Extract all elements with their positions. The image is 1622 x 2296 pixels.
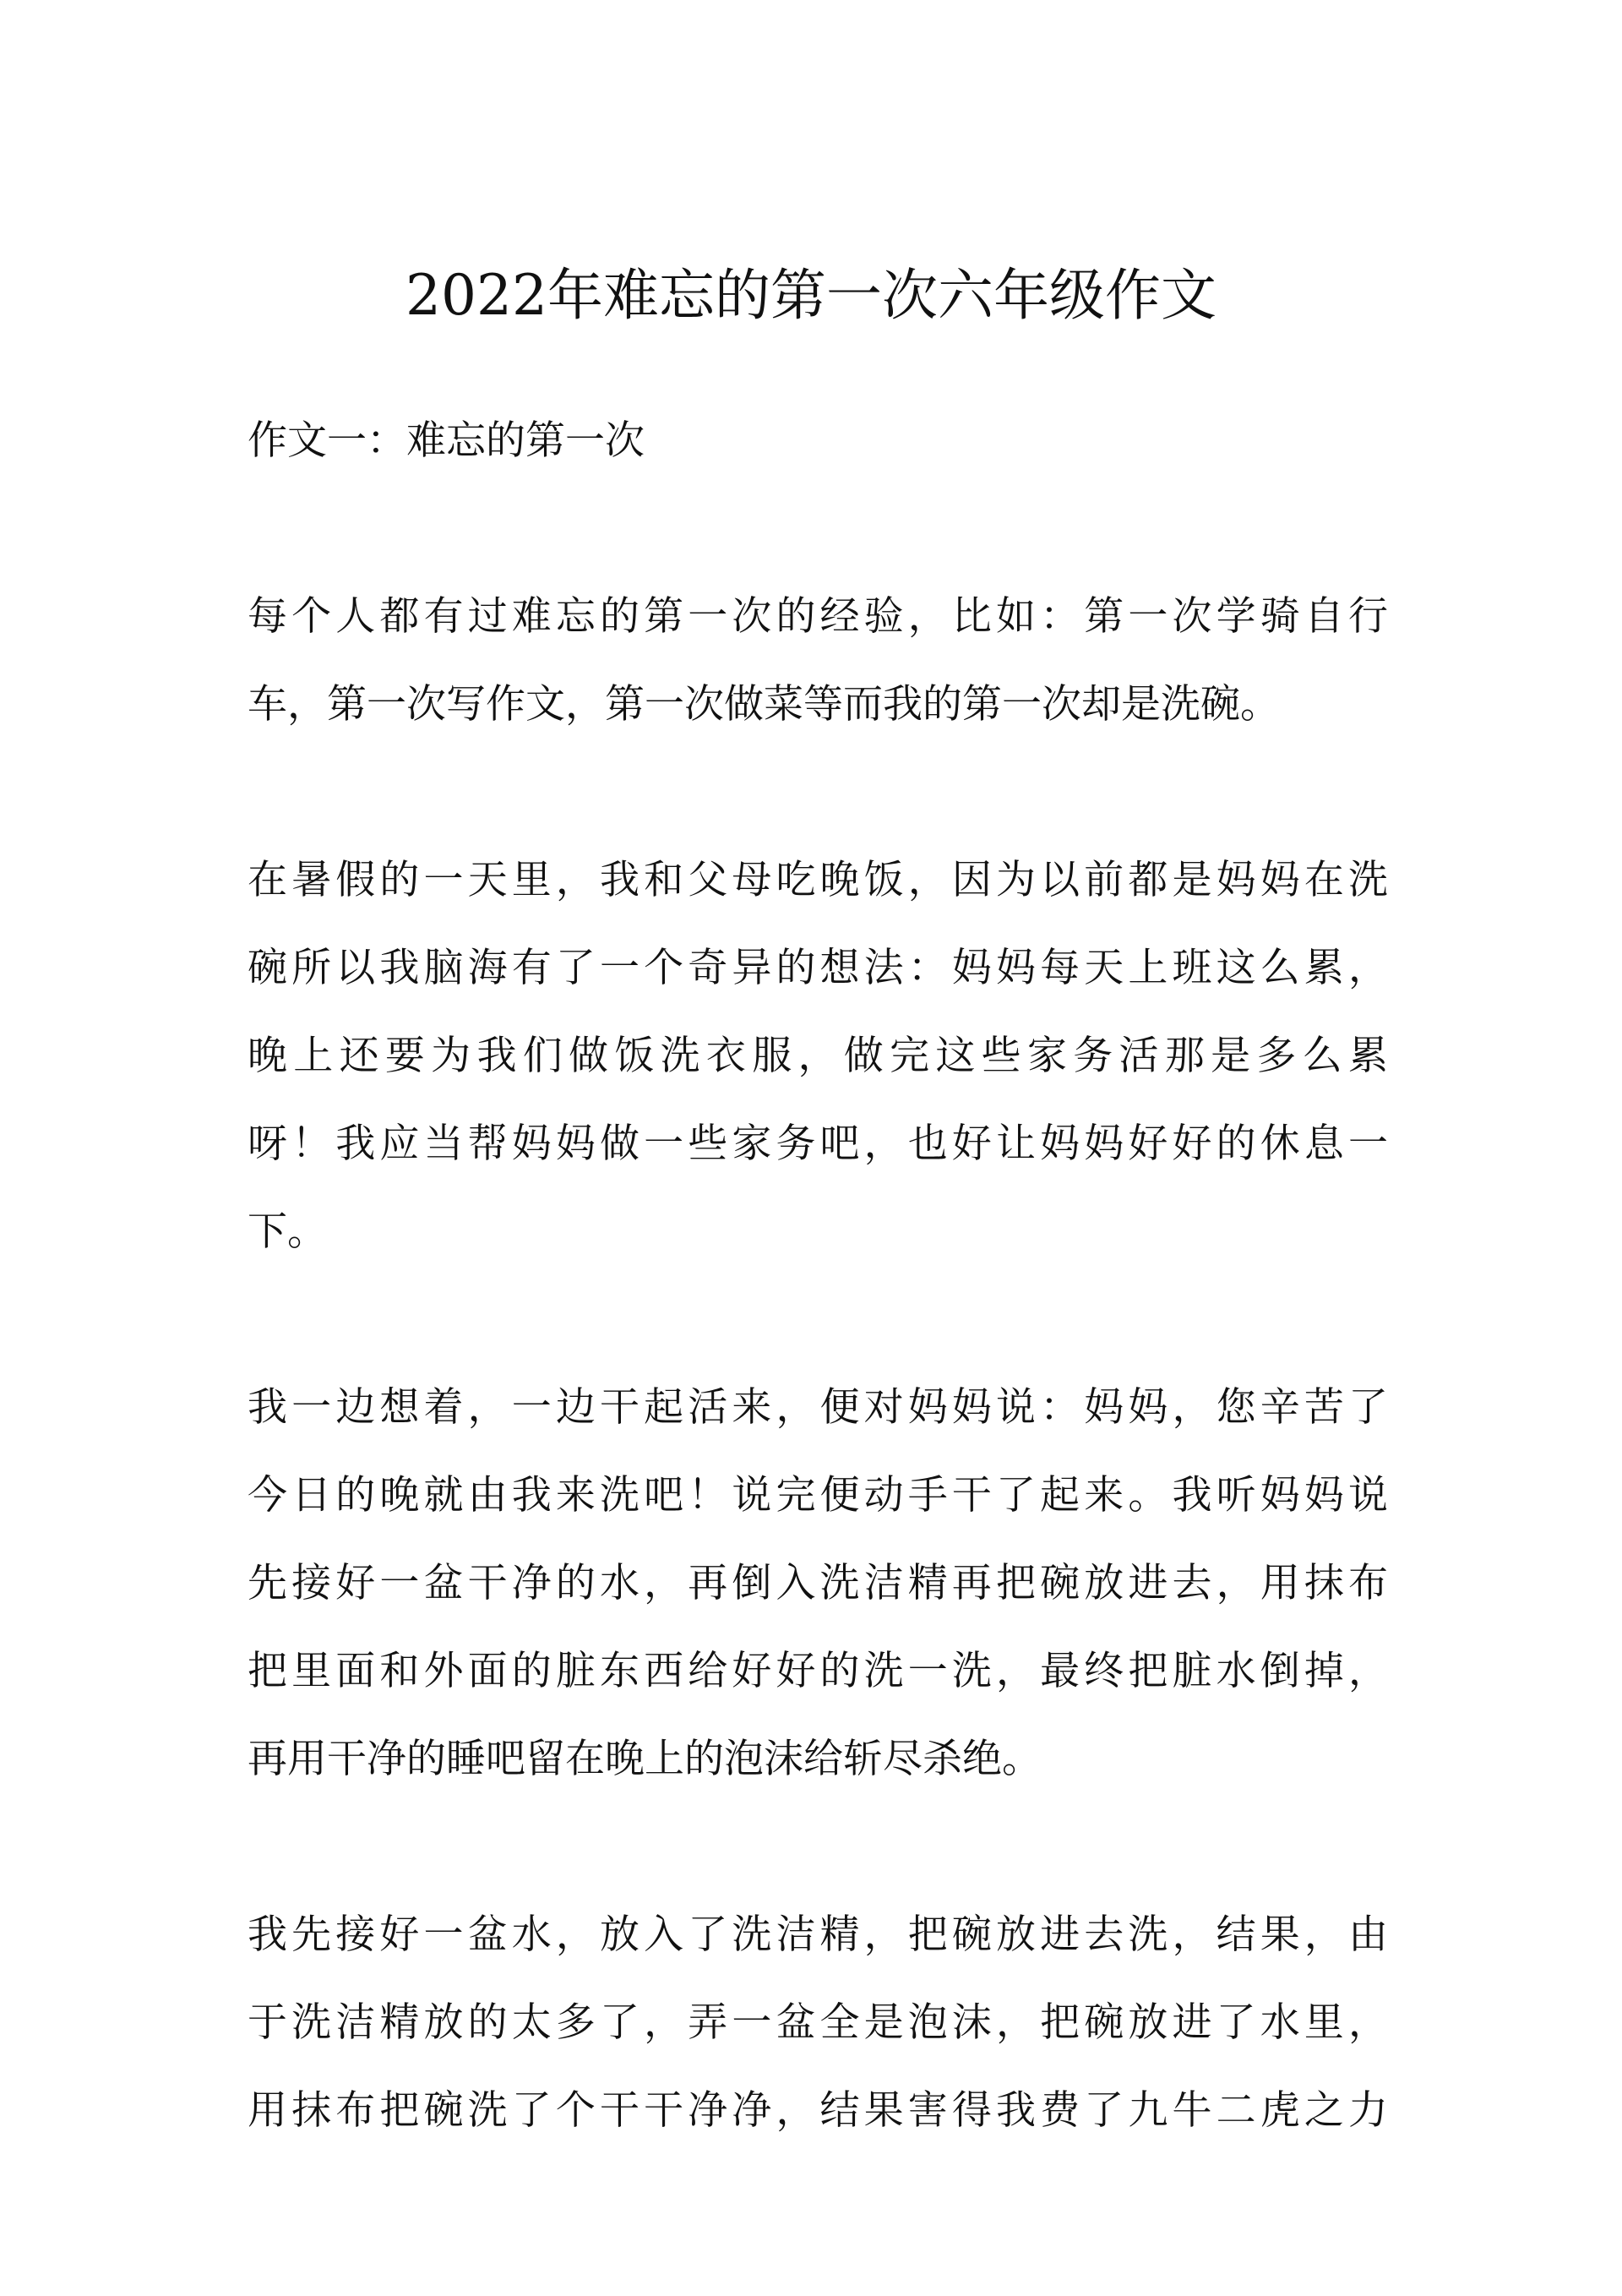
paragraph-line: 于洗洁精放的太多了，弄一盆全是泡沫，把碗放进了水里， [248, 1999, 1388, 2046]
paragraph-gap [248, 749, 1388, 837]
paragraph-line: 下。 [248, 1208, 327, 1255]
paragraph-2 [248, 837, 1388, 1276]
paragraph-line: 先接好一盆干净的水，再倒入洗洁精再把碗放进去，用抹布 [248, 1560, 1388, 1606]
paragraph-gap [248, 1276, 1388, 1364]
paragraph-line: 呀！我应当帮妈妈做一些家务吧，也好让妈妈好好的休息一 [248, 1121, 1388, 1167]
paragraph-line: 我先接好一盆水，放入了洗洁精，把碗放进去洗，结果，由 [248, 1912, 1388, 1958]
paragraph-line: 在暑假的一天里，我和父母吃晚饭，因为以前都是妈妈在洗 [248, 857, 1388, 903]
paragraph-line: 今日的晚就由我来洗吧！说完便动手干了起来。我听妈妈说 [248, 1472, 1388, 1519]
paragraph-line: 把里面和外面的脏东西给好好的洗一洗，最终把脏水倒掉， [248, 1648, 1388, 1694]
paragraph-3 [248, 1364, 1388, 1803]
document-title: 2022年难忘的第一次六年级作文 [406, 263, 1216, 328]
paragraph-line: 用抹布把碗洗了个干干净净，结果害得我费了九牛二虎之力 [248, 2087, 1388, 2134]
paragraph-1 [248, 573, 1388, 749]
paragraph-4 [248, 1891, 1388, 2155]
paragraph-gap [248, 1803, 1388, 1891]
paragraph-line: 碗所以我脑海有了一个奇异的想法：妈妈每天上班这么累， [248, 945, 1388, 991]
paragraph-line: 我一边想着，一边干起活来，便对妈妈说：妈妈，您辛苦了 [248, 1384, 1388, 1431]
paragraph-line: 晚上还要为我们做饭洗衣服，做完这些家务活那是多么累 [248, 1033, 1388, 1079]
paragraph-gap [248, 485, 1388, 573]
paragraph-line: 车，第一次写作文，第一次做菜等而我的第一次却是洗碗。 [248, 681, 1280, 728]
subtitle-line: 作文一：难忘的第一次 [248, 417, 645, 464]
essay-subtitle [248, 397, 1388, 485]
document-body [248, 397, 1388, 2155]
paragraph-line: 每个人都有过难忘的第一次的经验，比如：第一次学骑自行 [248, 593, 1388, 640]
paragraph-line: 再用干净的睡吧留在晚上的泡沫给斩尽杀绝。 [248, 1736, 1042, 1782]
